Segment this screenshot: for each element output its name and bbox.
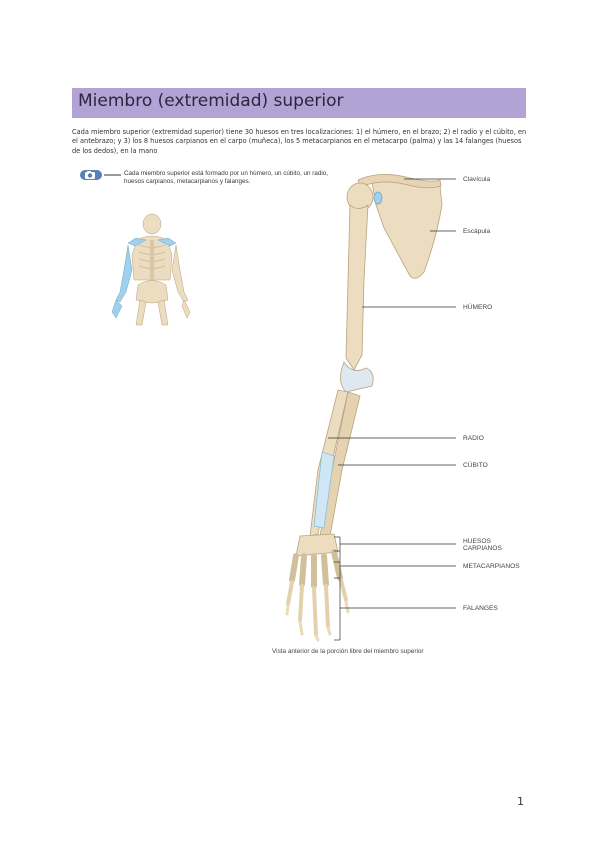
label-metacarpianos: METACARPIANOS	[463, 563, 520, 570]
label-clavicula: Clavícula	[463, 176, 491, 183]
intro-paragraph: Cada miembro superior (extremidad superior) tiene 30 huesos en tres localizaciones: 1) el húmero, en el brazo; 2) el radio y el cúbito, en el antebrazo; y 3) los 8 huesos carpianos en el carpo (muñeca), los 5 metacarpianos en el metacarpo (palma) y las 14 falanges (huesos de los dedos), en la mano	[72, 128, 527, 155]
arm-skeleton	[287, 174, 442, 640]
view-caption: Vista anterior de la porción libre del miembro superior	[272, 648, 424, 655]
label-humero: HÚMERO	[463, 304, 493, 311]
label-escapula: Escápula	[463, 228, 491, 235]
section-title: Miembro (extremidad) superior	[78, 91, 344, 111]
label-carpianos: HUESOS CARPIANOS	[463, 538, 502, 553]
skeleton-thumbnail	[112, 214, 190, 325]
label-radio: RADIO	[463, 435, 484, 442]
page-number: 1	[517, 795, 524, 808]
label-cubito: CÚBITO	[463, 462, 488, 469]
figure-caption: Cada miembro superior está formado por un húmero, un cúbito, un radio, huesos carpianos, metacarpianos y falanges.	[124, 170, 329, 186]
label-falanges: FALANGES	[463, 605, 498, 612]
